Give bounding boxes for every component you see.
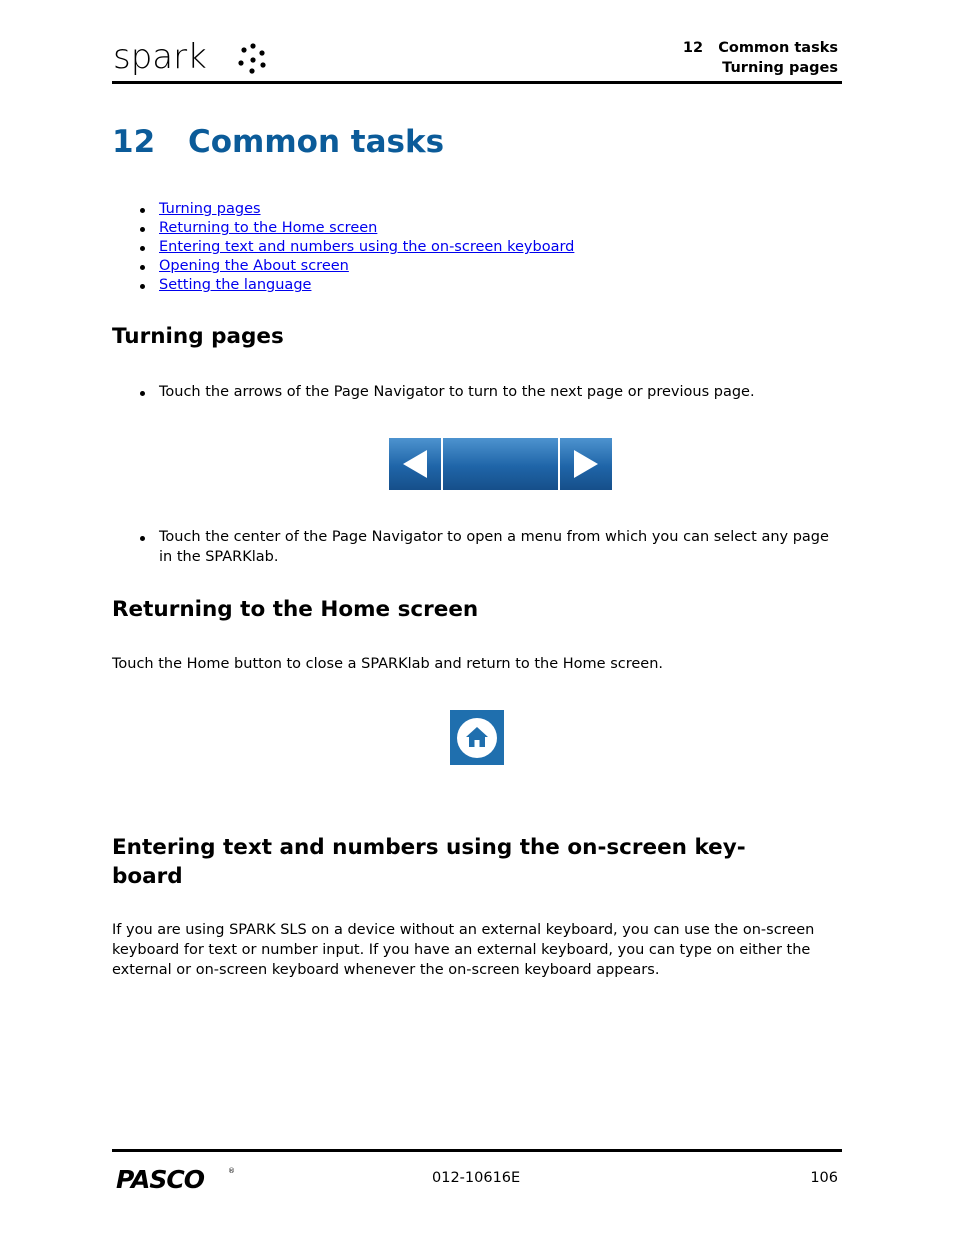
toc-item	[140, 200, 574, 219]
toc-link-turning-pages[interactable]: Turning pages	[159, 201, 261, 217]
section-heading-keyboard: Entering text and numbers using the on-screen key-board	[112, 835, 746, 889]
page-navigator	[389, 438, 612, 490]
toc-link-about-screen[interactable]: Opening the About screen	[159, 258, 349, 274]
turning-pages-bullet-2: Touch the center of the Page Navigator to open a menu from which you can select any page in the SPARKlab.	[140, 527, 839, 567]
keyboard-text: If you are using SPARK SLS on a device without an external keyboard, you can use the on-screen keyboard for text or number input. If you have an external keyboard, you can type on either the external or on-screen keyboard whenever the on-screen keyboard appears.	[112, 922, 815, 978]
toc-link-language[interactable]: Setting the language	[159, 277, 312, 293]
toc-item	[140, 238, 574, 257]
section-heading-turning-pages: Turning pages	[112, 324, 284, 349]
header-section-label: Turning pages	[722, 60, 838, 76]
document-number: 012-10616E	[432, 1170, 521, 1186]
arrow-left-icon	[400, 448, 430, 480]
header-chapter-label: 12 Common tasks	[682, 40, 838, 56]
pasco-logo-text: PASCO	[116, 1165, 204, 1193]
turning-pages-bullet-1: Touch the arrows of the Page Navigator to turn to the next page or previous page.	[140, 382, 839, 402]
home-button[interactable]	[450, 710, 504, 765]
toc-item	[140, 276, 574, 295]
registered-mark-icon: ®	[228, 1167, 235, 1175]
toc-item	[140, 257, 574, 276]
home-screen-text: Touch the Home button to close a SPARKlab and return to the Home screen.	[112, 656, 664, 672]
page-navigator-prev-button[interactable]	[389, 438, 441, 490]
toc-item	[140, 219, 574, 238]
toc-link-keyboard[interactable]: Entering text and numbers using the on-screen keyboard	[159, 239, 575, 255]
header-divider	[112, 81, 842, 84]
section-heading-home-screen: Returning to the Home screen	[112, 597, 479, 622]
pasco-logo	[114, 1163, 239, 1193]
spark-logo	[113, 40, 278, 76]
page-navigator-next-button[interactable]	[560, 438, 612, 490]
spark-dots-icon	[238, 43, 265, 73]
chapter-title-text: Common tasks	[188, 124, 445, 160]
spark-logo-text: spark	[113, 40, 207, 76]
arrow-right-icon	[571, 448, 601, 480]
page-navigator-center-button[interactable]	[443, 438, 558, 490]
chapter-toc	[140, 200, 574, 295]
page-number: 106	[810, 1170, 838, 1186]
chapter-title	[112, 124, 444, 160]
toc-link-home-screen[interactable]: Returning to the Home screen	[159, 220, 378, 236]
chapter-number: 12	[112, 124, 156, 160]
footer-divider	[112, 1149, 842, 1152]
home-icon	[455, 716, 499, 760]
